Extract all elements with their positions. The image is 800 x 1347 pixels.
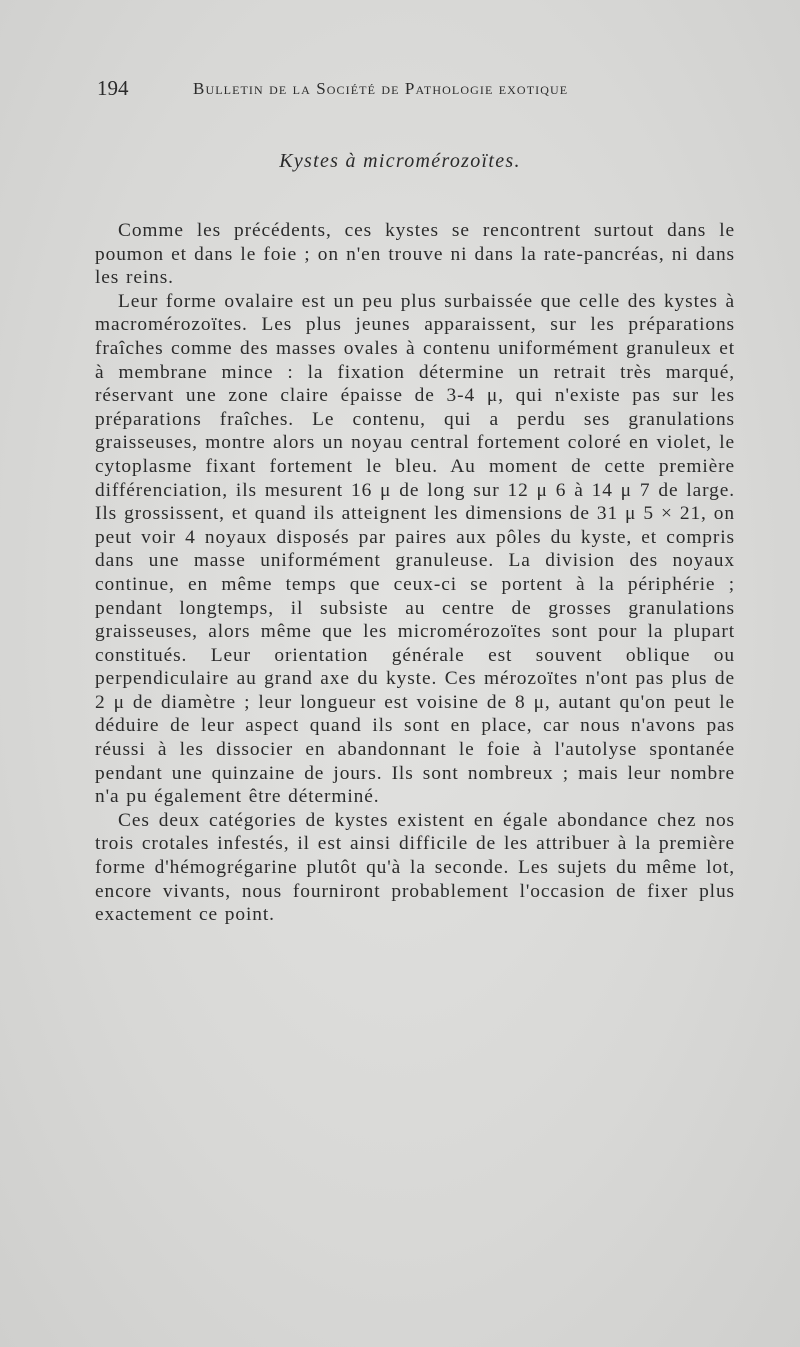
body-text <box>95 219 735 927</box>
journal-title: Bulletin de la Société de Pathologie exotique <box>193 79 569 98</box>
paragraph: Leur forme ovalaire est un peu plus surbaissée que celle des kystes à macromérozoïtes. Les plus jeunes apparaissent, sur les préparations fraîches comme des masses ovales à contenu uniformément granuleux et à membrane mince : la fixation détermine un retrait très marqué, réservant une zone claire épaisse de 3-4 μ, qui n'existe pas sur les préparations fraîches. Le contenu, qui a perdu ses granulations graisseuses, montre alors un noyau central fortement coloré en violet, le cytoplasme fixant fortement le bleu. Au moment de cette première différenciation, ils mesurent 16 μ de long sur 12 μ 6 à 14 μ 7 de large. Ils grossissent, et quand ils atteignent les dimensions de 31 μ 5 × 21, on peut voir 4 noyaux disposés par paires aux pôles du kyste, et compris dans une masse uniformément granuleuse. La division des noyaux continue, en même temps que ceux-ci se portent à la périphérie ; pendant longtemps, il subsiste au centre de grosses granulations graisseuses, alors même que les micromérozoïtes sont pour la plupart constitués. Leur orientation générale est souvent oblique ou perpendiculaire au grand axe du kyste. Ces mérozoïtes n'ont pas plus de 2 μ de diamètre ; leur longueur est voisine de 8 μ, autant qu'on peut le déduire de leur aspect quand ils sont en place, car nous n'avons pas réussi à les dissocier en abandonnant le foie à l'autolyse spontanée pendant une quinzaine de jours. Ils sont nombreux ; mais leur nombre n'a pu également être déterminé. <box>95 290 735 808</box>
paragraph: Ces deux catégories de kystes existent en égale abondance chez nos trois crotales infestés, il est ainsi difficile de les attribuer à la première forme d'hémogrégarine plutôt qu'à la seconde. Les sujets du même lot, encore vivants, nous fourniront probablement l'occasion de fixer plus exactement ce point. <box>95 809 735 926</box>
running-head <box>97 76 737 104</box>
section-title: Kystes à micromérozoïtes. <box>279 150 521 172</box>
page-number: 194 <box>97 76 129 100</box>
paragraph: Comme les précédents, ces kystes se rencontrent surtout dans le poumon et dans le foie ; on n'en trouve ni dans la rate-pancréas, ni dans les reins. <box>95 220 735 289</box>
